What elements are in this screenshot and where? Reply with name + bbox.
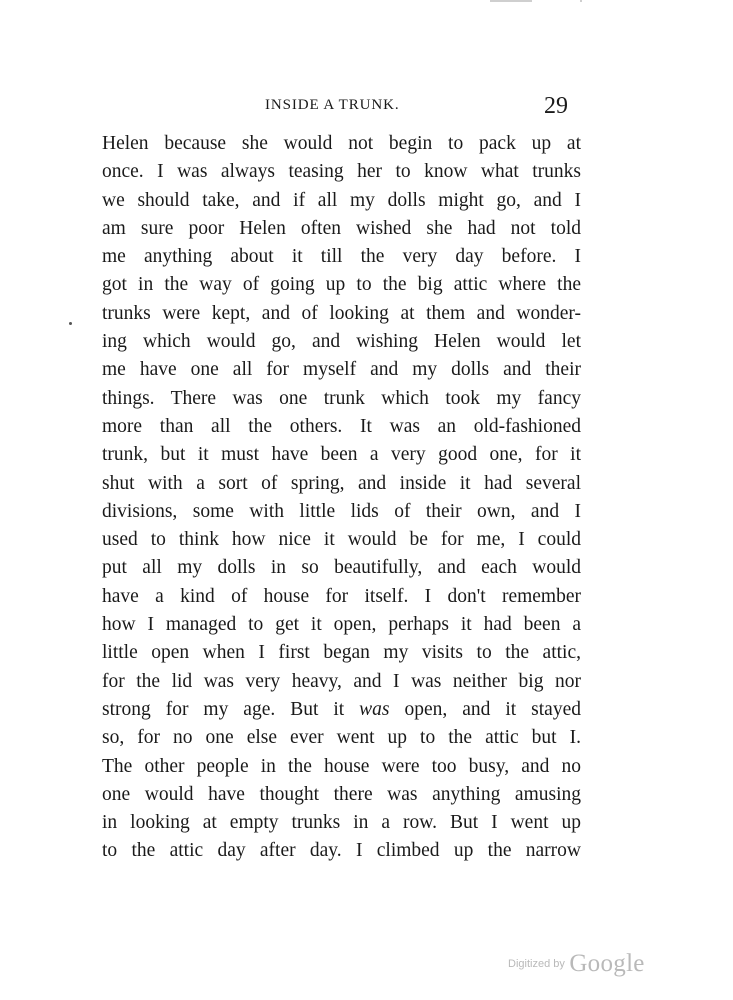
text-line: little open when I first began my visits to the attic, bbox=[102, 642, 581, 664]
text-line-with-emphasis bbox=[102, 696, 581, 724]
google-logo: Google bbox=[569, 950, 645, 977]
emphasized-word: was bbox=[359, 698, 390, 720]
text-line: shut with a sort of spring, and inside it had several bbox=[102, 472, 581, 494]
text-segment: strong for my age. But it bbox=[102, 698, 345, 720]
watermark-prefix: Digitized by bbox=[508, 958, 565, 970]
text-line: divisions, some with little lids of their own, and I bbox=[102, 500, 581, 522]
text-line: am sure poor Helen often wished she had not told bbox=[102, 217, 581, 239]
text-line: me have one all for myself and my dolls and their bbox=[102, 359, 581, 381]
text-line: for the lid was very heavy, and I was neither big nor bbox=[102, 670, 581, 692]
running-title: INSIDE A TRUNK. bbox=[265, 97, 400, 113]
text-line: in looking at empty trunks in a row. But I went up bbox=[102, 812, 581, 834]
text-line: more than all the others. It was an old-fashioned bbox=[102, 415, 581, 437]
scan-artifact bbox=[490, 0, 590, 4]
page-number: 29 bbox=[544, 93, 568, 119]
text-line: things. There was one trunk which took my fancy bbox=[102, 387, 581, 409]
text-line: once. I was always teasing her to know what trunks bbox=[102, 161, 581, 183]
text-line: have a kind of house for itself. I don't remember bbox=[102, 585, 581, 607]
text-line: put all my dolls in so beautifully, and each would bbox=[102, 557, 581, 579]
text-line: Helen because she would not begin to pack up at bbox=[102, 133, 581, 154]
text-segment: open, and it stayed bbox=[404, 698, 581, 720]
text-line: got in the way of going up to the big attic where the bbox=[102, 274, 581, 296]
text-line: so, for no one else ever went up to the attic but I. bbox=[102, 727, 581, 749]
text-line: we should take, and if all my dolls might go, and I bbox=[102, 189, 581, 211]
text-line: used to think how nice it would be for me, I could bbox=[102, 529, 581, 551]
body-text bbox=[102, 130, 581, 866]
text-line: to the attic day after day. I climbed up the narrow bbox=[102, 840, 581, 862]
text-line: one would have thought there was anything amusing bbox=[102, 783, 581, 805]
text-line: me anything about it till the very day before. I bbox=[102, 246, 581, 268]
text-line: The other people in the house were too busy, and no bbox=[102, 755, 581, 777]
text-line: trunks were kept, and of looking at them and wonder- bbox=[102, 302, 581, 324]
scan-speck bbox=[69, 322, 72, 325]
text-line: how I managed to get it open, perhaps it had been a bbox=[102, 614, 581, 636]
digitized-watermark bbox=[508, 950, 645, 978]
text-line: trunk, but it must have been a very good one, for it bbox=[102, 444, 581, 466]
text-line: ing which would go, and wishing Helen would let bbox=[102, 331, 581, 353]
